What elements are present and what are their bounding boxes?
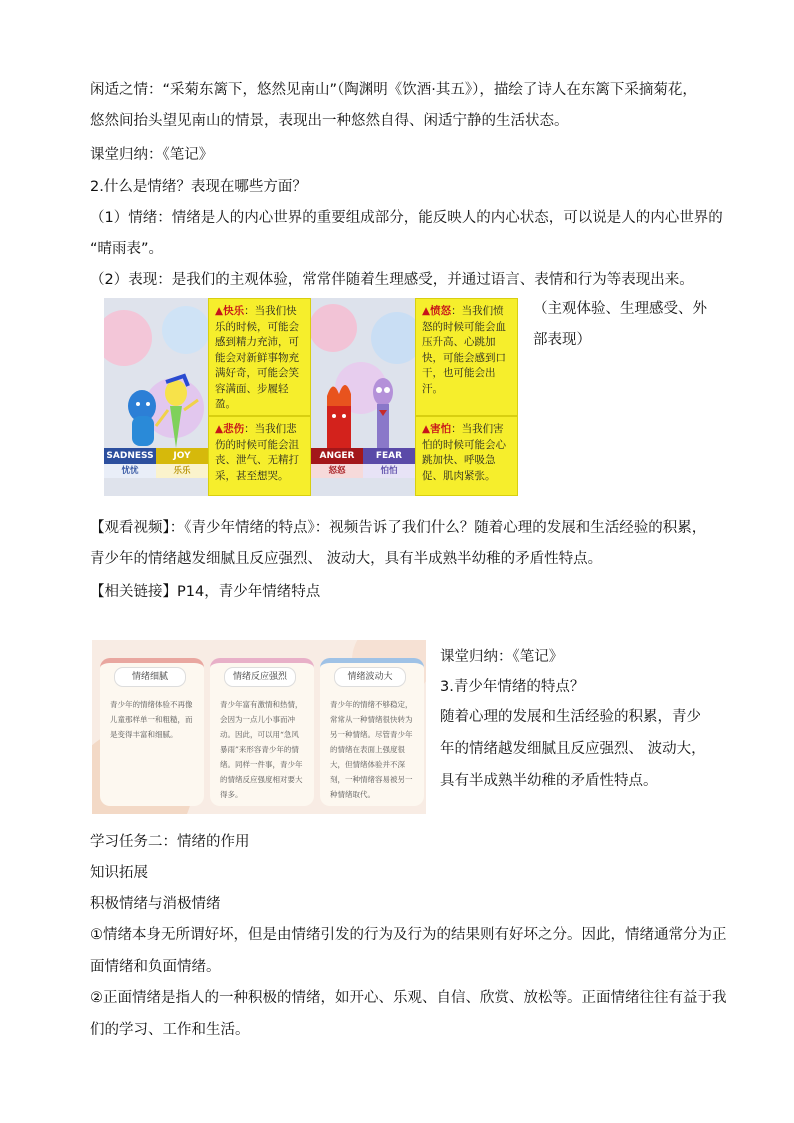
sub-anger: 怒怒 xyxy=(311,464,363,478)
answer-2: （2）表现：是我们的主观体验，常常伴随着生理感受，并通过语言、表情和行为等表现出来。 xyxy=(90,272,694,288)
figure-caption-line-2: 部表现） xyxy=(533,332,591,348)
answer-3-line-3: 具有半成熟半幼稚的矛盾性特点。 xyxy=(440,773,658,789)
sub-fear: 怕怕 xyxy=(363,464,415,478)
panel-joy: ▲快乐：当我们快乐的时候，可能会感到精力充沛，可能会对新鲜事物充满好奇，可能会笑容满面、步履轻盈。 xyxy=(208,298,311,416)
sad-name: 悲伤 xyxy=(223,423,245,435)
extension-heading: 知识拓展 xyxy=(90,865,148,881)
figure-caption-line-1: （主观体验、生理感受、外 xyxy=(533,301,707,317)
panel-sadness: ▲悲伤：当我们悲伤的时候可能会沮丧、泄气、无精打采，甚至想哭。 xyxy=(208,416,311,496)
fear-name: 害怕 xyxy=(430,423,452,435)
emotions-figure xyxy=(104,298,518,496)
answer-3-line-2: 年的情绪越发细腻且反应强烈、 波动大， xyxy=(440,741,706,757)
trait-card-volatile xyxy=(320,658,424,806)
trait-body-volatile: 青少年的情绪不够稳定，常常从一种情绪很快转为另一种情绪。尽管青少年的情绪在表面上强度很大，但情绪体验并不深刻，一种情绪容易被另一种情绪取代。 xyxy=(330,700,413,799)
scene-sadness-joy xyxy=(104,298,208,496)
question-2: 2.什么是情绪？表现在哪些方面？ xyxy=(90,179,307,195)
summary-heading-1: 课堂归纳：《笔记》 xyxy=(90,147,214,163)
sub-joy: 乐乐 xyxy=(156,464,208,478)
panel-anger: ▲愤怒：当我们愤怒的时候可能会血压升高、心跳加快，可能会感到口干，也可能会出汗。 xyxy=(415,298,518,416)
paragraph-leisure-line-1: 闲适之情：“采菊东篱下，悠然见南山”（陶渊明《饮酒·其五》），描绘了诗人在东篱下采摘菊花， xyxy=(90,82,697,98)
point-2-line-2: 们的学习、工作和生活。 xyxy=(90,1022,250,1038)
answer-3-line-1: 随着心理的发展和生活经验的积累，青少 xyxy=(440,709,701,725)
trait-card-delicate xyxy=(100,658,204,806)
paragraph-leisure-line-2: 悠然间抬头望见南山的情景，表现出一种悠然自得、闲适宁静的生活状态。 xyxy=(90,113,569,129)
fear-text: ：当我们害怕的时候可能会心跳加快、呼吸急促、肌肉紧张。 xyxy=(422,423,506,482)
joy-text: ：当我们快乐的时候，可能会感到精力充沛，可能会对新鲜事物充满好奇，可能会笑容满面、步履轻盈。 xyxy=(215,305,299,410)
trait-title-volatile: 情绪波动大 xyxy=(334,667,406,687)
video-line-1: 【观看视频】：《青少年情绪的特点》：视频告诉了我们什么？随着心理的发展和生活经验的积累， xyxy=(90,520,707,536)
positive-negative-heading: 积极情绪与消极情绪 xyxy=(90,896,221,912)
label-anger: ANGER xyxy=(311,448,363,464)
scene-anger-fear xyxy=(311,298,415,496)
task-2-heading: 学习任务二：情绪的作用 xyxy=(90,834,250,850)
point-1-line-2: 面情绪和负面情绪。 xyxy=(90,959,221,975)
anger-name: 愤怒 xyxy=(430,305,452,317)
point-2-line-1: ②正面情绪是指人的一种积极的情绪，如开心、乐观、自信、欣赏、放松等。正面情绪往往有益于我 xyxy=(90,990,727,1006)
trait-body-intense: 青少年富有激情和热情，会因为一点儿小事而冲动。因此，可以用“急风暴雨”来形容青少年的情绪。同样一件事，青少年的情绪反应强度相对要大得多。 xyxy=(220,700,303,799)
answer-1-line-2: “晴雨表”。 xyxy=(90,241,164,257)
sad-text: ：当我们悲伤的时候可能会沮丧、泄气、无精打采，甚至想哭。 xyxy=(215,423,299,482)
question-3: 3.青少年情绪的特点？ xyxy=(440,679,585,695)
sub-sadness: 忧忧 xyxy=(104,464,156,478)
trait-card-intense xyxy=(210,658,314,806)
label-joy: JOY xyxy=(156,448,208,464)
joy-name: 快乐 xyxy=(223,305,245,317)
label-sadness: SADNESS xyxy=(104,448,156,464)
related-link: 【相关链接】P14，青少年情绪特点 xyxy=(90,584,321,600)
anger-text: ：当我们愤怒的时候可能会血压升高、心跳加快，可能会感到口干，也可能会出汗。 xyxy=(422,305,506,395)
label-fear: FEAR xyxy=(363,448,415,464)
video-line-2: 青少年的情绪越发细腻且反应强烈、 波动大，具有半成熟半幼稚的矛盾性特点。 xyxy=(90,551,603,567)
teen-emotion-traits-figure xyxy=(92,640,426,814)
summary-heading-2: 课堂归纳：《笔记》 xyxy=(440,649,564,665)
answer-1-line-1: （1）情绪：情绪是人的内心世界的重要组成部分，能反映人的内心状态，可以说是人的内心世界的 xyxy=(90,210,723,226)
trait-body-delicate: 青少年的情绪体验不再像儿童那样单一和粗糙，而是变得丰富和细腻。 xyxy=(110,700,193,739)
trait-title-delicate: 情绪细腻 xyxy=(114,667,186,687)
trait-title-intense: 情绪反应强烈 xyxy=(224,667,296,687)
point-1-line-1: ①情绪本身无所谓好坏，但是由情绪引发的行为及行为的结果则有好坏之分。因此，情绪通常分为正 xyxy=(90,927,727,943)
panel-fear: ▲害怕：当我们害怕的时候可能会心跳加快、呼吸急促、肌肉紧张。 xyxy=(415,416,518,496)
